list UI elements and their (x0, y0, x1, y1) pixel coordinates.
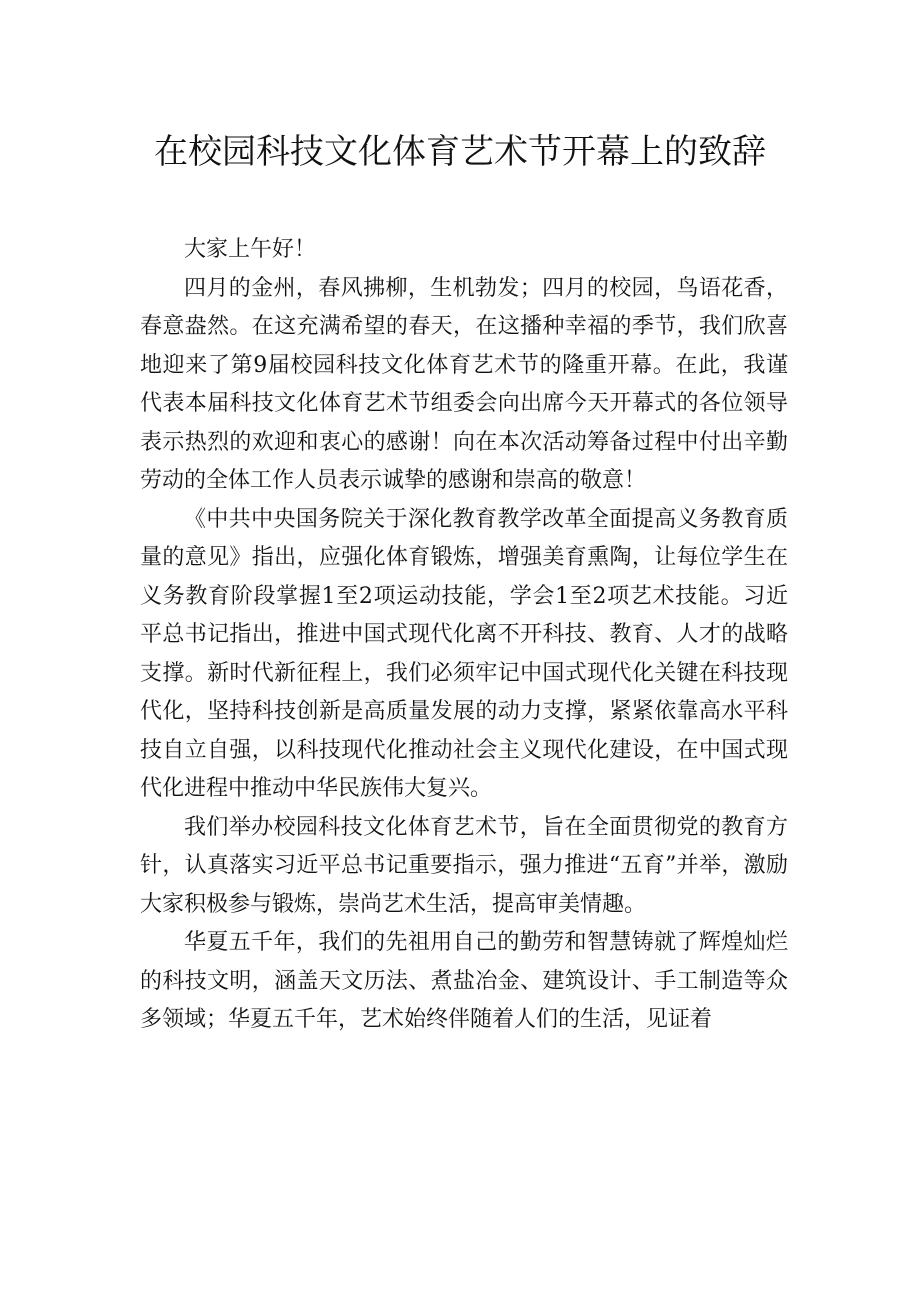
paragraph-history: 华夏五千年，我们的先祖用自己的勤劳和智慧铸就了辉煌灿烂的科技文明，涵盖天文历法、煮盐冶金、建筑设计、手工制造等众多领域；华夏五千年，艺术始终伴随着人们的生活，见证着 (140, 930, 788, 1032)
paragraph-policy: 《中共中央国务院关于深化教育教学改革全面提高义务教育质量的意见》指出，应强化体育锻炼，增强美育熏陶，让每位学生在义务教育阶段掌握1至2项运动技能，学会1至2项艺术技能。习近平总书记指出，推进中国式现代化离不开科技、教育、人才的战略支撑。新时代新征程上，我们必须牢记中国式现代化关键在科技现代化，坚持科技创新是高质量发展的动力支撑，紧紧依靠高水平科技自立自强，以科技现代化推动社会主义现代化建设，在中国式现代化进程中推动中华民族伟大复兴。 (140, 506, 788, 801)
paragraph-purpose: 我们举办校园科技文化体育艺术节，旨在全面贯彻党的教育方针，认真落实习近平总书记重要指示，强力推进“五育”并举，激励大家积极参与锻炼，崇尚艺术生活，提高审美情趣。 (140, 814, 788, 917)
paragraph-opening: 四月的金州，春风拂柳，生机勃发；四月的校园，鸟语花香，春意盎然。在这充满希望的春天，在这播种幸福的季节，我们欣喜地迎来了第9届校园科技文化体育艺术节的隆重开幕。在此，我谨代表本届科技文化体育艺术节组委会向出席今天开幕式的各位领导表示热烈的欢迎和衷心的感谢！向在本次活动筹备过程中付出辛勤劳动的全体工作人员表示诚挚的感谢和崇高的敬意！ (140, 275, 788, 493)
document-body (140, 231, 788, 1040)
paragraph-greeting: 大家上午好！ (184, 237, 317, 262)
document-title: 在校园科技文化体育艺术节开幕上的致辞 (154, 132, 766, 172)
